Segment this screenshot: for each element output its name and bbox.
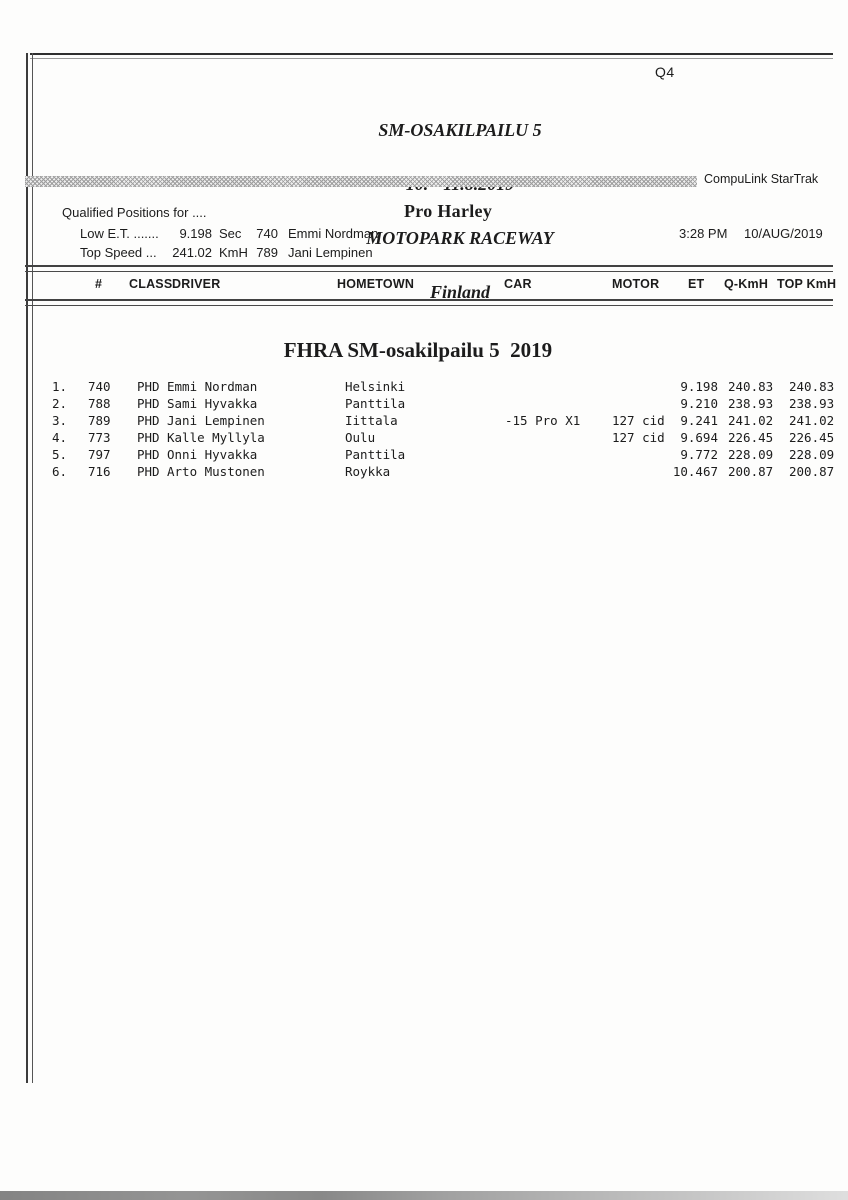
header-q-kmh: Q-KmH — [724, 277, 769, 291]
row-car-number: 740 — [88, 379, 111, 394]
row-et: 9.694 — [680, 430, 718, 445]
row-driver: Onni Hyvakka — [167, 447, 258, 462]
row-et: 9.210 — [680, 396, 718, 411]
row-class: PHD — [137, 430, 160, 445]
timing-brand-label: CompuLink StarTrak — [704, 172, 819, 186]
row-class: PHD — [137, 396, 160, 411]
row-top-kmh: 240.83 — [789, 379, 835, 394]
row-top-kmh: 200.87 — [789, 464, 835, 479]
print-date: 10/AUG/2019 — [744, 226, 823, 241]
row-motor: 127 cid — [612, 430, 665, 445]
top-speed-label: Top Speed ... — [80, 245, 157, 260]
row-driver: Emmi Nordman — [167, 379, 258, 394]
event-title: SM-OSAKILPAILU 5 — [378, 120, 542, 140]
print-time: 3:28 PM — [679, 226, 728, 241]
table-row — [0, 430, 848, 447]
row-class: PHD — [137, 413, 160, 428]
row-car-number: 716 — [88, 464, 111, 479]
row-q-kmh: 240.83 — [728, 379, 774, 394]
header-driver: DRIVER — [172, 277, 221, 291]
section-title: FHRA SM-osakilpailu 5 2019 — [283, 338, 553, 362]
header-position: # — [95, 277, 103, 291]
low-et-unit: Sec — [219, 226, 242, 241]
low-et-value: 9.198 — [179, 226, 212, 241]
table-row — [0, 464, 848, 481]
dotted-separator-band — [25, 176, 697, 187]
row-car-number: 773 — [88, 430, 111, 445]
row-position: 6. — [52, 464, 68, 479]
row-position: 1. — [52, 379, 68, 394]
low-et-car-number: 740 — [256, 226, 278, 241]
row-car-number: 797 — [88, 447, 111, 462]
row-class: PHD — [137, 447, 160, 462]
row-et: 9.241 — [680, 413, 718, 428]
header-et: ET — [688, 277, 705, 291]
header-class: CLASS — [129, 277, 173, 291]
row-top-kmh: 238.93 — [789, 396, 835, 411]
top-speed-value: 241.02 — [172, 245, 212, 260]
row-et: 9.772 — [680, 447, 718, 462]
row-hometown: Helsinki — [345, 379, 406, 394]
row-top-kmh: 228.09 — [789, 447, 835, 462]
header-rule-top — [25, 265, 833, 272]
row-top-kmh: 241.02 — [789, 413, 835, 428]
row-position: 3. — [52, 413, 68, 428]
top-speed-driver: Jani Lempinen — [288, 245, 373, 260]
row-hometown: Panttila — [345, 447, 406, 462]
table-row — [0, 413, 848, 430]
row-position: 4. — [52, 430, 68, 445]
row-q-kmh: 228.09 — [728, 447, 774, 462]
row-car-number: 789 — [88, 413, 111, 428]
row-hometown: Iittala — [345, 413, 398, 428]
row-class: PHD — [137, 379, 160, 394]
qualified-positions-label: Qualified Positions for .... — [62, 205, 207, 220]
row-top-kmh: 226.45 — [789, 430, 835, 445]
low-et-label: Low E.T. ....... — [80, 226, 159, 241]
row-et: 10.467 — [672, 464, 718, 479]
top-speed-line — [0, 245, 848, 261]
scan-bottom-edge — [0, 1191, 848, 1200]
row-class: PHD — [137, 464, 160, 479]
low-et-driver: Emmi Nordman — [288, 226, 379, 241]
row-q-kmh: 226.45 — [728, 430, 774, 445]
header-rule-bottom — [25, 299, 833, 306]
table-row — [0, 447, 848, 464]
page-frame-left-rule — [26, 53, 33, 1083]
row-driver: Sami Hyvakka — [167, 396, 258, 411]
row-q-kmh: 238.93 — [728, 396, 774, 411]
top-speed-car-number: 789 — [256, 245, 278, 260]
header-car: CAR — [504, 277, 532, 291]
row-et: 9.198 — [680, 379, 718, 394]
row-q-kmh: 241.02 — [728, 413, 774, 428]
page-frame-top-rule — [30, 53, 833, 59]
header-motor: MOTOR — [612, 277, 660, 291]
results-header-row — [0, 277, 848, 293]
header-top-kmh: TOP KmH — [777, 277, 837, 291]
session-label: Q4 — [655, 64, 675, 80]
row-position: 2. — [52, 396, 68, 411]
event-country: Finland — [429, 282, 491, 302]
table-row — [0, 379, 848, 396]
row-q-kmh: 200.87 — [728, 464, 774, 479]
row-driver: Jani Lempinen — [167, 413, 265, 428]
row-hometown: Panttila — [345, 396, 406, 411]
row-motor: 127 cid — [612, 413, 665, 428]
row-driver: Arto Mustonen — [167, 464, 265, 479]
top-speed-unit: KmH — [219, 245, 248, 260]
event-venue: MOTOPARK RACEWAY — [366, 228, 554, 248]
row-hometown: Roykka — [345, 464, 391, 479]
row-car-number: 788 — [88, 396, 111, 411]
row-hometown: Oulu — [345, 430, 376, 445]
race-class-title: Pro Harley — [404, 201, 493, 221]
table-row — [0, 396, 848, 413]
header-hometown: HOMETOWN — [337, 277, 415, 291]
row-driver: Kalle Myllyla — [167, 430, 265, 445]
row-car: -15 Pro X1 — [505, 413, 581, 428]
row-position: 5. — [52, 447, 68, 462]
